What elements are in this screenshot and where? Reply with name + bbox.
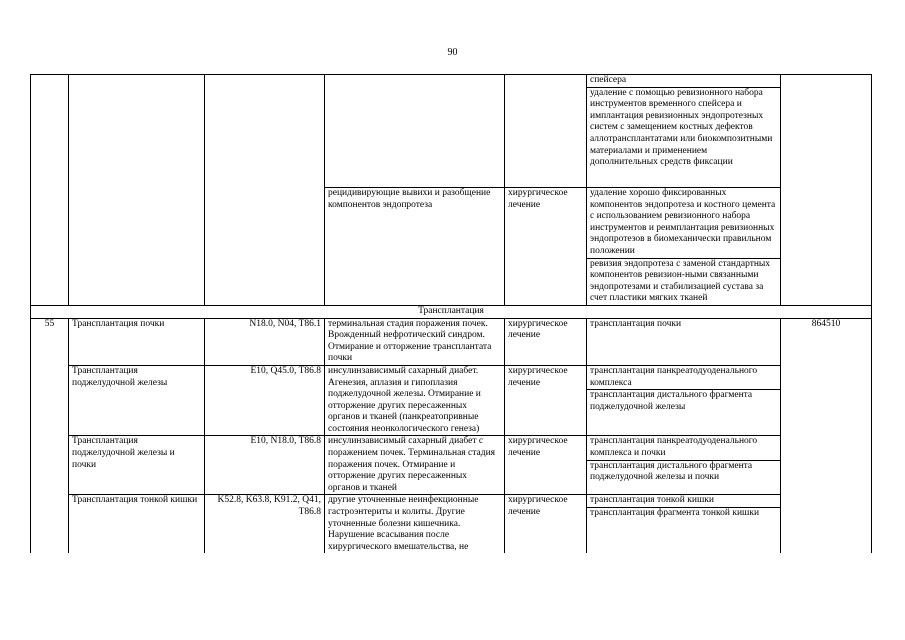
treatment-cell: хирургическое лечение: [505, 495, 587, 553]
method-text: трансплантация тонкой кишки: [590, 495, 714, 506]
condition-cell: терминальная стадия поражения почек. Врожденный нефротический синдром. Отмирание и отторжение трансплантата почки: [325, 318, 505, 365]
page-number: 90: [447, 47, 458, 58]
procedures-table: [30, 74, 872, 553]
method-text: удаление хорошо фиксированных компонентов эндопротеза и костного цемента с использованием ревизионного набора инструментов и реимплантация ревизионных эндопротезов в биомеханически правильном положении: [590, 188, 776, 256]
methods-cell: [587, 75, 781, 188]
name-cell: [69, 75, 205, 306]
codes-cell: E10, Q45.0, T86.8: [205, 365, 325, 436]
section-title: Трансплантация: [31, 305, 872, 318]
method-text: спейсера: [590, 75, 627, 85]
treatment-cell: хирургическое лечение: [505, 365, 587, 436]
section-row: [31, 305, 872, 318]
name-cell: Трансплантация поджелудочной железы: [69, 365, 205, 436]
condition-cell: рецидивирующие вывихи и разобщение компонентов эндопротеза: [325, 188, 505, 306]
name-cell: Трансплантация почки: [69, 318, 205, 365]
codes-cell: E10, N18.0, T86.8: [205, 436, 325, 495]
method-text: трансплантация дистального фрагмента поджелудочной железы: [587, 389, 780, 413]
condition-cell: [325, 75, 505, 188]
cost-cell: [781, 365, 872, 436]
method-text: ревизия эндопротеза с заменой стандартных компонентов ревизион-ными связанными эндопротезами и стабилизацией сустава за счет пластики мягких тканей: [587, 258, 780, 305]
method-text: трансплантация панкреатодуоденального комплекса: [590, 365, 758, 388]
cost-cell: 864510: [781, 318, 872, 365]
methods-cell: [587, 365, 781, 436]
codes-cell: [205, 75, 325, 306]
table-row: [31, 318, 872, 365]
num-cell: [31, 75, 69, 306]
num-cell: [31, 436, 69, 495]
table-row: [31, 365, 872, 436]
name-cell: Трансплантация тонкой кишки: [69, 495, 205, 553]
condition-cell: другие уточненные неинфекционные гастроэнтериты и колиты. Другие уточненные болезни кишечника. Нарушение всасывания после хирургического вмешательства, не: [325, 495, 505, 553]
treatment-cell: хирургическое лечение: [505, 318, 587, 365]
methods-cell: [587, 436, 781, 495]
num-cell: 55: [31, 318, 69, 365]
num-cell: [31, 495, 69, 553]
codes-cell: N18.0, N04, T86.1: [205, 318, 325, 365]
treatment-cell: хирургическое лечение: [505, 188, 587, 306]
condition-cell: инсулинзависимый сахарный диабет с поражением почек. Терминальная стадия поражения почек. Отмирание и отторжение других пересаженных органов и тканей: [325, 436, 505, 495]
methods-cell: [587, 318, 781, 365]
num-cell: [31, 365, 69, 436]
method-text: трансплантация панкреатодуоденального комплекса и почки: [590, 436, 758, 459]
methods-cell: [587, 495, 781, 553]
treatment-cell: хирургическое лечение: [505, 436, 587, 495]
treatment-cell: [505, 75, 587, 188]
cost-cell: [781, 495, 872, 553]
cost-cell: [781, 75, 872, 306]
method-text: трансплантация фрагмента тонкой кишки: [587, 507, 780, 520]
name-cell: Трансплантация поджелудочной железы и почки: [69, 436, 205, 495]
continuation-row: [31, 75, 872, 188]
method-text: трансплантация почки: [590, 318, 682, 329]
cost-cell: [781, 436, 872, 495]
codes-cell: K52.8, K63.8, K91.2, Q41, T86.8: [205, 495, 325, 553]
table-row: [31, 436, 872, 495]
condition-cell: инсулинзависимый сахарный диабет. Агенезия, аплазия и гипоплазия поджелудочной железы. Отмирание и отторжение других пересаженных органов и тканей (панкреатопривные состояния неонкологического генеза): [325, 365, 505, 436]
methods-cell: [587, 188, 781, 306]
method-text: удаление с помощью ревизионного набора инструментов временного спейсера и имплантация ревизионных эндопротезных систем с замещением костных дефектов аллотрансплантатами или биокомпозитными материалами и применением дополнительных средств фиксации: [587, 87, 780, 169]
method-text: трансплантация дистального фрагмента поджелудочной железы и почки: [587, 460, 780, 484]
table-row: [31, 495, 872, 553]
